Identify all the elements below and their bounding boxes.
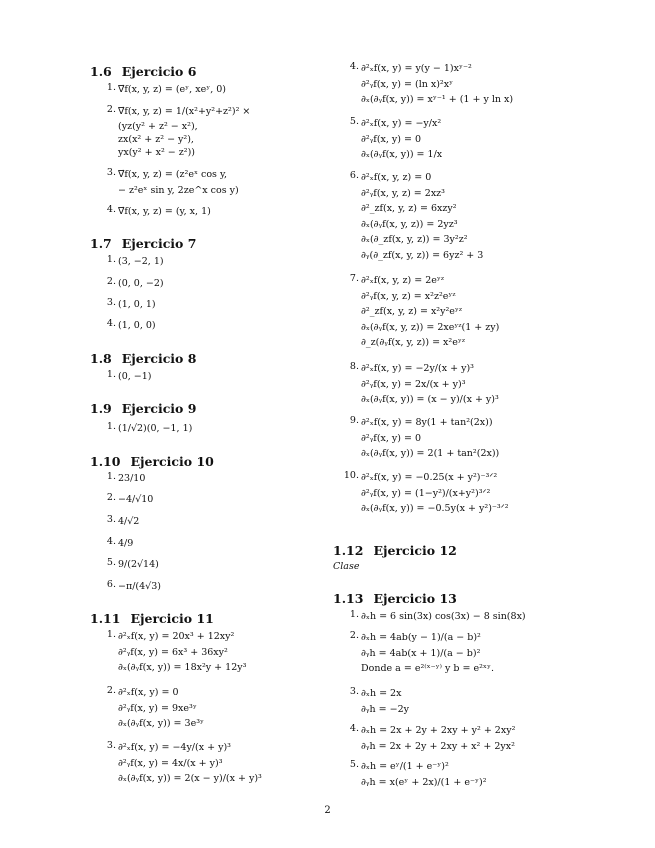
item-number: 3. <box>106 297 116 308</box>
equation-line: ∂ₓ(∂ᵧf(x, y)) = 3e³ʸ <box>118 718 205 729</box>
equation-line: ∂ᵧh = −2y <box>361 703 409 715</box>
equation-line: 23/10 <box>118 473 146 484</box>
equation-line: ∂²ₓf(x, y, z) = 0 <box>361 172 432 183</box>
equation-line: ∂²ᵧf(x, y) = 2x/(x + y)³ <box>361 378 466 390</box>
equation-line: ∂ₓ(∂_zf(x, y, z)) = 3y²z² <box>361 234 468 245</box>
section-number: 1.6 <box>90 64 112 79</box>
equation-line: zx(x² + z² − y²), <box>118 133 194 145</box>
equation-line: ∂ᵧ(∂_zf(x, y, z)) = 6yz² + 3 <box>361 249 484 261</box>
equation-line: ∂²ₓf(x, y) = −4y/(x + y)³ <box>118 742 231 753</box>
equation-line: ∇⃗f(x, y, z) = (y, x, 1) <box>118 206 211 217</box>
equation-line: ∂ₓ(∂ᵧf(x, y)) = (x − y)/(x + y)³ <box>361 394 499 405</box>
section-title: Ejercicio 7 <box>121 236 197 251</box>
item-number: 3. <box>106 167 116 178</box>
equation-line: ∂²ₓf(x, y) = −2y/(x + y)³ <box>361 363 474 374</box>
equation-line: − z²eˣ sin y, 2ze^x cos y) <box>118 184 239 196</box>
section-text: Clase <box>333 561 360 572</box>
equation-line: ∂²ₓf(x, y) = −0.25(x + y²)⁻³ᐟ² <box>361 472 498 483</box>
equation-line: ∂²ᵧf(x, y) = 0 <box>361 432 422 444</box>
section-heading-1-7 <box>90 233 196 252</box>
equation-line: ∂²ᵧf(x, y) = 6x³ + 36xy² <box>118 646 228 658</box>
item-number: 1. <box>106 369 116 380</box>
equation-line: (0, 0, −2) <box>118 278 164 289</box>
equation-line: 9/(2√14) <box>118 559 159 570</box>
section-number: 1.11 <box>90 611 121 626</box>
item-number: 4. <box>106 318 116 329</box>
item-number: 2. <box>349 630 359 641</box>
equation-line: ∂²ᵧf(x, y) = 4x/(x + y)³ <box>118 757 223 769</box>
equation-line: (1, 0, 0) <box>118 320 156 331</box>
equation-line: ∂ₓh = 6 sin(3x) cos(3x) − 8 sin(8x) <box>361 611 526 622</box>
equation-line: ∂²ₓf(x, y) = y(y − 1)xʸ⁻² <box>361 63 472 74</box>
equation-line: ∂²ₓf(x, y, z) = 2eʸᶻ <box>361 275 445 286</box>
item-number: 1. <box>349 609 359 620</box>
equation-line: ∂²_zf(x, y, z) = x²y²eʸᶻ <box>361 306 463 317</box>
item-number: 1. <box>106 421 116 432</box>
equation-line: ∂²ᵧf(x, y) = (ln x)²xʸ <box>361 78 454 90</box>
equation-line: ∇⃗f(x, y, z) = (eʸ, xeʸ, 0) <box>118 84 227 95</box>
item-number: 1. <box>106 471 116 482</box>
equation-line: (3, −2, 1) <box>118 256 164 267</box>
equation-line: ∂²ₓf(x, y) = 0 <box>118 687 179 698</box>
equation-line: ∂ₓ(∂ᵧf(x, y, z)) = 2yz³ <box>361 218 458 230</box>
section-number: 1.12 <box>333 543 364 558</box>
item-number: 9. <box>349 415 359 426</box>
equation-line: (1, 0, 1) <box>118 299 156 310</box>
equation-line: (1/√2)(0, −1, 1) <box>118 423 193 434</box>
section-title: Ejercicio 9 <box>121 401 197 416</box>
item-number: 1. <box>106 82 116 93</box>
item-number: 4. <box>349 61 359 72</box>
equation-line: ∂²ᵧf(x, y) = 0 <box>361 133 422 145</box>
equation-line: ∂ₓh = 2x + 2y + 2xy + y² + 2xy² <box>361 725 516 736</box>
equation-line: ∂²ᵧf(x, y) = (1−y²)/(x+y²)³ᐟ² <box>361 487 491 499</box>
section-title: Ejercicio 8 <box>121 351 197 366</box>
section-number: 1.9 <box>90 401 112 416</box>
note-line: Donde a = e²⁽ˣ⁻ʸ⁾ y b = e²ˣʸ. <box>361 663 494 674</box>
item-number: 2. <box>106 685 116 696</box>
equation-line: ∇⃗f(x, y, z) = (z²eˣ cos y, <box>118 169 228 180</box>
item-number: 2. <box>106 276 116 287</box>
equation-line: ∂ₓ(∂ᵧf(x, y)) = 18x²y + 12y³ <box>118 662 247 673</box>
item-number: 10. <box>343 470 359 481</box>
page-number: 2 <box>324 805 331 816</box>
equation-line: (0, −1) <box>118 371 152 382</box>
equation-line: ∂²_zf(x, y, z) = 6xzy² <box>361 203 457 214</box>
section-title: Ejercicio 13 <box>373 591 457 606</box>
equation-line: ∂ᵧh = 2x + 2y + 2xy + x² + 2yx² <box>361 740 515 752</box>
equation-line: ∂ₓh = 4ab(y − 1)/(a − b)² <box>361 632 481 643</box>
item-number: 4. <box>106 536 116 547</box>
item-number: 5. <box>349 116 359 127</box>
equation-line: yx(y² + x² − z²)) <box>118 146 195 158</box>
section-number: 1.8 <box>90 351 112 366</box>
equation-line: ∂ₓ(∂ᵧf(x, y)) = 1/x <box>361 149 443 160</box>
equation-line: ∂²ᵧf(x, y, z) = x²z²eʸᶻ <box>361 290 456 302</box>
item-number: 7. <box>349 273 359 284</box>
equation-line: ∂_z(∂ᵧf(x, y, z)) = x²eʸᶻ <box>361 337 465 348</box>
equation-line: ∇⃗f(x, y, z) = 1/(x²+y²+z²)² × <box>118 106 251 117</box>
equation-line: 4/9 <box>118 538 134 549</box>
item-number: 4. <box>106 204 116 215</box>
item-number: 3. <box>106 740 116 751</box>
section-heading-1-10 <box>90 451 214 470</box>
section-title: Ejercicio 12 <box>373 543 457 558</box>
section-title: Ejercicio 6 <box>121 64 197 79</box>
item-number: 1. <box>106 629 116 640</box>
equation-line: ∂ᵧh = x(eʸ + 2x)/(1 + e⁻ʸ)² <box>361 776 487 788</box>
section-number: 1.10 <box>90 454 121 469</box>
section-number: 1.7 <box>90 236 112 251</box>
equation-line: ∂ₓ(∂ᵧf(x, y, z)) = 2xeʸᶻ(1 + zy) <box>361 321 500 333</box>
equation-line: ∂ₓ(∂ᵧf(x, y)) = xʸ⁻¹ + (1 + y ln x) <box>361 94 514 105</box>
section-title: Ejercicio 11 <box>130 611 214 626</box>
equation-line: −π/(4√3) <box>118 581 161 592</box>
section-heading-1-12 <box>333 540 457 559</box>
section-heading-1-9 <box>90 398 196 417</box>
equation-line: ∂²ₓf(x, y) = 8y(1 + tan²(2x)) <box>361 417 493 428</box>
equation-line: ∂ₓ(∂ᵧf(x, y)) = 2(x − y)/(x + y)³ <box>118 773 262 784</box>
item-number: 2. <box>106 492 116 503</box>
section-heading-1-6 <box>90 61 196 80</box>
section-heading-1-8 <box>90 348 196 367</box>
section-number: 1.13 <box>333 591 364 606</box>
item-number: 5. <box>349 759 359 770</box>
item-number: 3. <box>106 514 116 525</box>
item-number: 6. <box>106 579 116 590</box>
equation-line: ∂²ₓf(x, y) = −y/x² <box>361 118 442 129</box>
item-number: 6. <box>349 170 359 181</box>
equation-line: ∂ₓh = 2x <box>361 688 402 699</box>
equation-line: ∂²ᵧf(x, y, z) = 2xz³ <box>361 187 445 199</box>
equation-line: ∂ₓh = eʸ/(1 + e⁻ʸ)² <box>361 761 449 772</box>
equation-line: −4/√10 <box>118 494 154 505</box>
item-number: 1. <box>106 254 116 265</box>
section-heading-1-11 <box>90 608 214 627</box>
equation-line: ∂ₓ(∂ᵧf(x, y)) = 2(1 + tan²(2x)) <box>361 448 500 459</box>
section-title: Ejercicio 10 <box>130 454 214 469</box>
equation-line: ∂ᵧh = 4ab(x + 1)/(a − b)² <box>361 647 481 659</box>
item-number: 4. <box>349 723 359 734</box>
equation-line: ∂ₓ(∂ᵧf(x, y)) = −0.5y(x + y²)⁻³ᐟ² <box>361 503 509 514</box>
section-heading-1-13 <box>333 588 457 607</box>
item-number: 5. <box>106 557 116 568</box>
equation-line: ∂²ᵧf(x, y) = 9xe³ʸ <box>118 702 197 714</box>
equation-line: 4/√2 <box>118 516 140 527</box>
equation-line: (yz(y² + z² − x²), <box>118 120 198 132</box>
item-number: 8. <box>349 361 359 372</box>
item-number: 2. <box>106 104 116 115</box>
item-number: 3. <box>349 686 359 697</box>
equation-line: ∂²ₓf(x, y) = 20x³ + 12xy² <box>118 631 235 642</box>
